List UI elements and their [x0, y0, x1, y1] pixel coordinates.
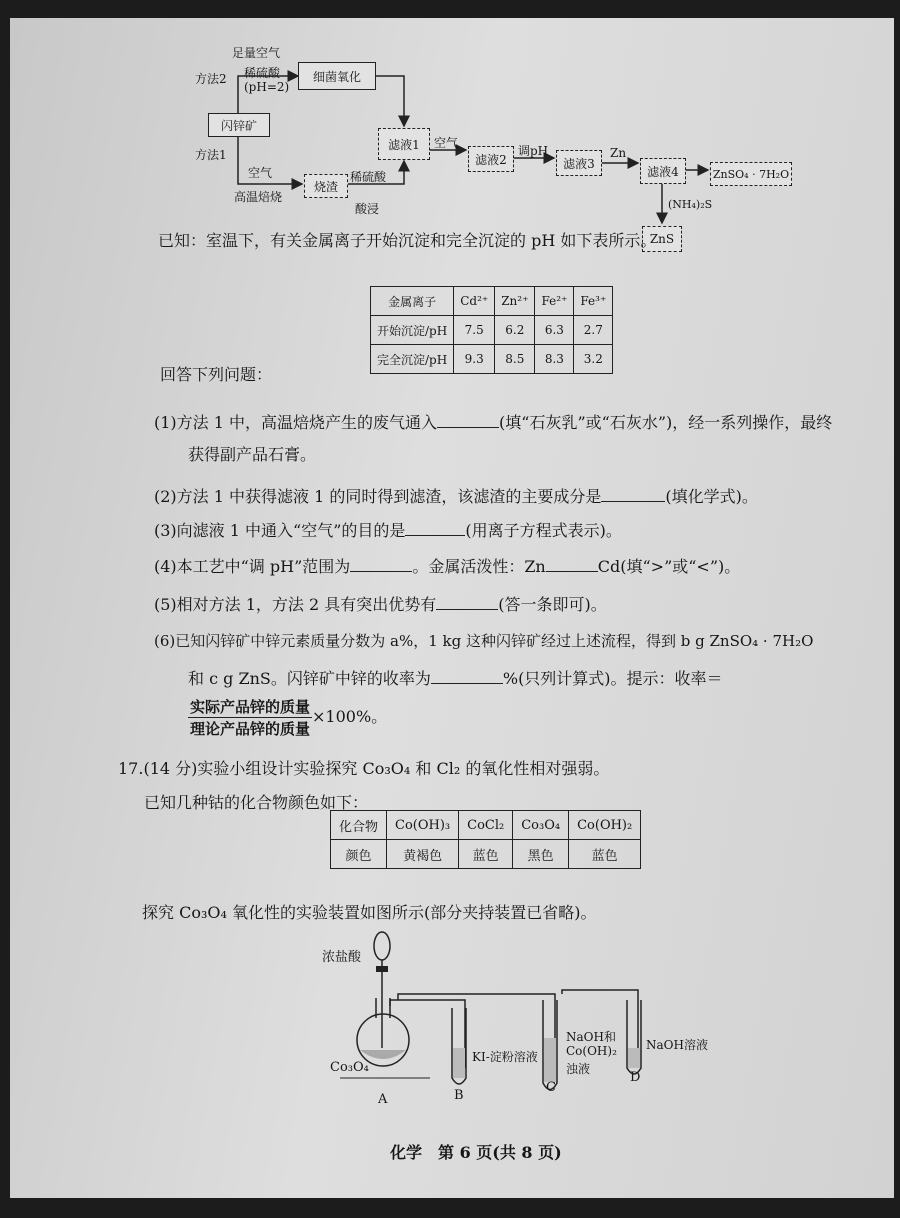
table-row: [371, 345, 613, 374]
explore-statement: 探究 Co₃O₄ 氧化性的实验装置如图所示(部分夹持装置已省略)。: [142, 903, 597, 922]
label-roasting: 高温焙烧: [234, 190, 283, 204]
label-acid-leach: 酸浸: [355, 202, 380, 216]
known-statement-2: 已知几种钴的化合物颜色如下：: [144, 793, 369, 812]
label-dilute-acid-2: 稀硫酸: [350, 170, 387, 184]
table-cell: 6.3: [535, 316, 574, 345]
table-cell: 颜色: [331, 840, 387, 869]
fraction-numerator: 实际产品锌的质量: [190, 698, 311, 716]
label-adjust-ph: 调pH: [518, 144, 549, 158]
label-apparatus-b: B: [454, 1088, 464, 1103]
table-cell: 化合物: [331, 811, 387, 840]
cobalt-color-table: [330, 810, 641, 869]
table-row: [331, 840, 641, 869]
table-cell: 9.3: [454, 345, 495, 374]
question-1: [154, 410, 832, 433]
label-method-1: 方法1: [195, 148, 227, 162]
answer-blank-6[interactable]: [431, 669, 503, 684]
table-cell: Cd²⁺: [454, 287, 495, 316]
q6-text-c: %(只列计算式)。提示：收率＝: [502, 669, 723, 688]
fraction-tail: ×100%。: [312, 707, 388, 726]
table-cell: 8.5: [495, 345, 535, 374]
table-header-row: [331, 811, 641, 840]
q4-text-b: 。金属活泼性：Zn: [412, 557, 546, 576]
table-cell: 开始沉淀/pH: [371, 316, 454, 345]
answer-blank-4a[interactable]: [350, 557, 412, 572]
yield-formula: [188, 696, 387, 739]
q1-text-c: 获得副产品石膏。: [188, 445, 317, 464]
box-zns: ZnS: [642, 226, 682, 252]
apparatus-drawing: [10, 918, 894, 1118]
label-ammonium-sulfide: (NH₄)₂S: [668, 198, 713, 211]
table-cell: 完全沉淀/pH: [371, 345, 454, 374]
table-cell: 黄褐色: [387, 840, 459, 869]
table-cell: Fe²⁺: [535, 287, 574, 316]
question-3: [154, 518, 622, 541]
table-cell: 8.3: [535, 345, 574, 374]
q1-text-a: (1)方法 1 中，高温焙烧产生的废气通入: [154, 413, 438, 432]
label-c-line1: NaOH和: [566, 1030, 616, 1044]
box-filtrate-3: 滤液3: [556, 150, 602, 176]
question-6-line2: [188, 666, 723, 689]
label-apparatus-a: A: [378, 1092, 388, 1107]
question-17: 17.(14 分)实验小组设计实验探究 Co₃O₄ 和 Cl₂ 的氧化性相对强弱。: [118, 759, 610, 778]
table-row: [371, 316, 613, 345]
page-footer: 化学 第 6 页(共 8 页): [390, 1143, 562, 1162]
precipitation-ph-table: [370, 286, 613, 374]
answer-blank-2[interactable]: [601, 487, 665, 502]
q4-text-a: (4)本工艺中“调 pH”范围为: [154, 557, 351, 576]
q5-text-b: (答一条即可)。: [498, 595, 607, 614]
table-cell: 蓝色: [459, 840, 513, 869]
label-c-line3: 浊液: [566, 1062, 591, 1076]
label-co3o4: Co₃O₄: [330, 1060, 369, 1075]
known-statement-1: 已知：室温下，有关金属离子开始沉淀和完全沉淀的 pH 如下表所示。: [158, 231, 657, 250]
table-cell: CoCl₂: [459, 811, 513, 840]
box-filtrate-1: 滤液1: [378, 128, 430, 160]
answer-blank-5[interactable]: [436, 595, 498, 610]
label-method-2: 方法2: [195, 72, 227, 86]
q6-text-b: 和 c g ZnS。闪锌矿中锌的收率为: [188, 669, 431, 688]
label-dilute-acid: 稀硫酸: [244, 66, 281, 80]
q5-text-a: (5)相对方法 1，方法 2 具有突出优势有: [154, 595, 437, 614]
q3-text-b: (用离子方程式表示)。: [465, 521, 622, 540]
table-cell: 6.2: [495, 316, 535, 345]
table-cell: 7.5: [454, 316, 495, 345]
table-cell: Zn²⁺: [495, 287, 535, 316]
yield-fraction: [188, 696, 312, 739]
table-cell: 3.2: [574, 345, 613, 374]
label-apparatus-c: C: [546, 1080, 556, 1095]
box-filtrate-4: 滤液4: [640, 158, 686, 184]
table-cell: 金属离子: [371, 287, 454, 316]
table-cell: Co₃O₄: [513, 811, 569, 840]
label-apparatus-d: D: [630, 1070, 641, 1085]
table-cell: 黑色: [513, 840, 569, 869]
box-bacterial-oxidation: 细菌氧化: [298, 62, 376, 90]
table-cell: 2.7: [574, 316, 613, 345]
answer-blank-1[interactable]: [437, 413, 499, 428]
box-product-znso4: ZnSO₄ · 7H₂O: [710, 162, 792, 186]
question-4: [154, 554, 740, 577]
label-conc-hcl: 浓盐酸: [322, 950, 362, 965]
label-zn: Zn: [610, 146, 627, 160]
question-2: [154, 484, 758, 507]
q2-text-a: (2)方法 1 中获得滤液 1 的同时得到滤渣，该滤渣的主要成分是: [154, 487, 602, 506]
answer-blank-3[interactable]: [405, 521, 465, 536]
table-header-row: [371, 287, 613, 316]
label-naoh-solution: NaOH溶液: [646, 1038, 708, 1052]
question-5: [154, 592, 607, 615]
q2-text-b: (填化学式)。: [665, 487, 758, 506]
box-roasted-residue: 烧渣: [304, 174, 348, 198]
label-air-a: 空气: [248, 166, 273, 180]
table-cell: Fe³⁺: [574, 287, 613, 316]
answer-blank-4b[interactable]: [546, 557, 598, 572]
table-cell: 蓝色: [569, 840, 641, 869]
q3-text-a: (3)向滤液 1 中通入“空气”的目的是: [154, 521, 406, 540]
label-ki-starch: KI-淀粉溶液: [472, 1050, 538, 1064]
label-air-b: 空气: [434, 136, 459, 150]
box-filtrate-2: 滤液2: [468, 146, 514, 172]
label-c-line2: Co(OH)₂: [566, 1044, 617, 1058]
label-ph2: (pH=2): [244, 80, 290, 94]
q6-text-a: (6)已知闪锌矿中锌元素质量分数为 a%，1 kg 这种闪锌矿经过上述流程，得到 b g ZnSO₄ · 7H₂O: [154, 632, 814, 650]
answer-intro: 回答下列问题：: [160, 365, 273, 384]
table-cell: Co(OH)₃: [387, 811, 459, 840]
q4-text-c: Cd(填“>”或“<”)。: [597, 557, 741, 576]
table-cell: Co(OH)₂: [569, 811, 641, 840]
fraction-denominator: 理论产品锌的质量: [190, 720, 311, 738]
q1-text-b: (填“石灰乳”或“石灰水”)，经一系列操作，最终: [499, 413, 833, 432]
box-sphalerite: 闪锌矿: [208, 113, 270, 137]
exam-page: [10, 18, 894, 1198]
label-sufficient-air: 足量空气: [232, 46, 281, 60]
